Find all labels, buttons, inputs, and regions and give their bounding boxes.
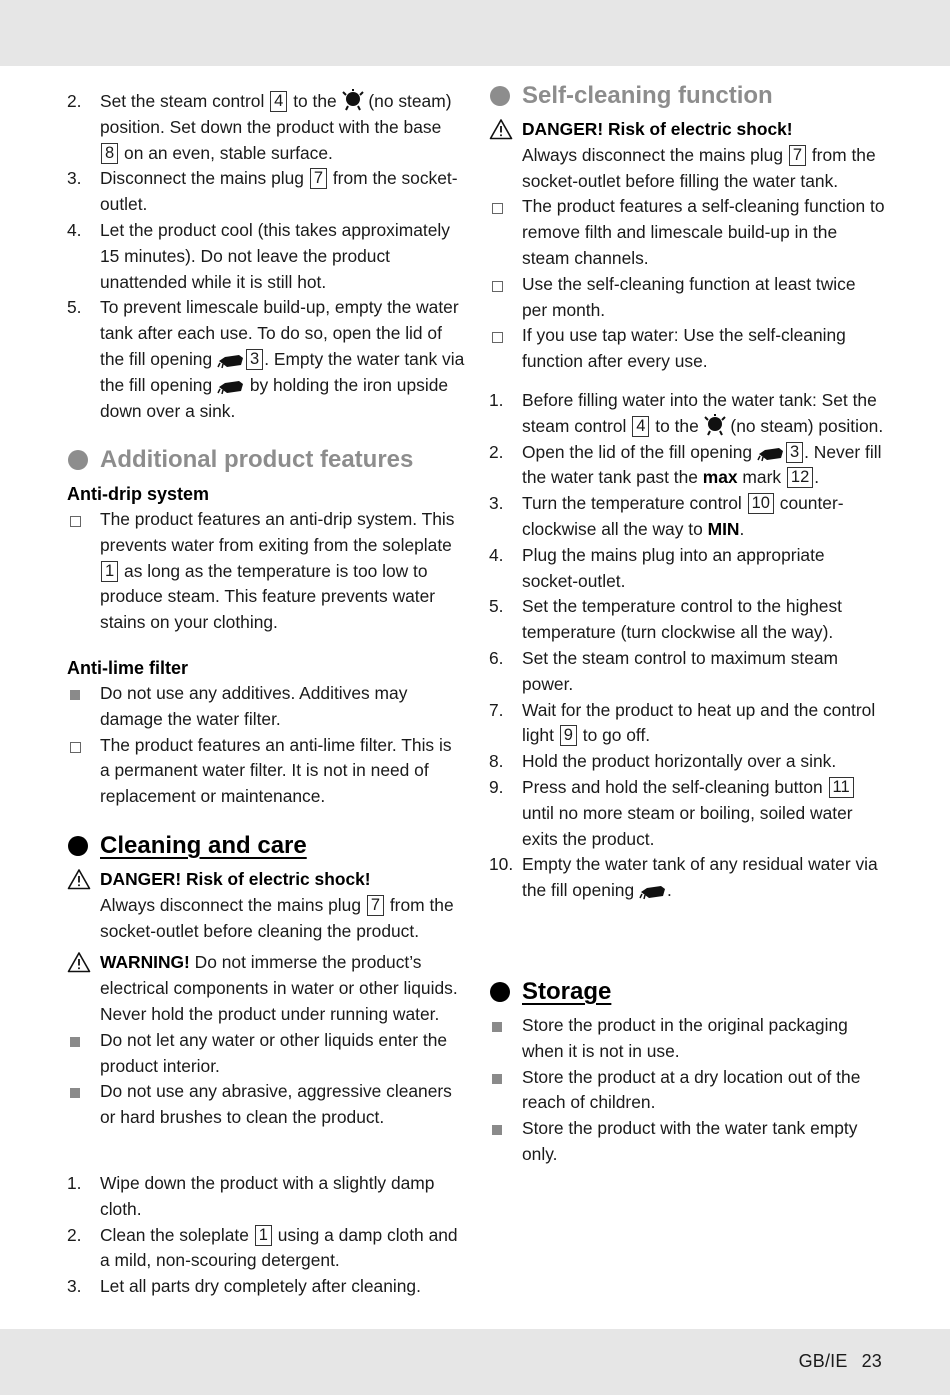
list-item: 2. Clean the soleplate 1 using a damp cloth and a mild, non-scouring detergent.: [67, 1224, 458, 1271]
section-heading: Additional product features: [67, 445, 465, 475]
part-number: 7: [310, 168, 327, 189]
part-number: 9: [560, 725, 577, 746]
additional-features-section: [67, 445, 465, 475]
list-item: If you use tap water: Use the self-cleaning function after every use.: [522, 325, 846, 372]
list-item: 1. Wipe down the product with a slightly damp cloth.: [67, 1173, 435, 1219]
cleaning-body: [67, 867, 465, 1131]
list-item: 7. Wait for the product to heat up and the control light 9 to go off.: [489, 699, 876, 746]
section-heading: Self-cleaning function: [489, 81, 885, 111]
no-steam-symbol-icon: [704, 414, 726, 436]
part-number: 3: [246, 349, 263, 370]
list-item: Store the product with the water tank empty only.: [522, 1118, 858, 1164]
page-footer: [799, 1349, 882, 1375]
list-item: 8. Hold the product horizontally over a sink.: [489, 751, 837, 772]
subheading: Anti-lime filter: [67, 658, 189, 678]
storage-list: [489, 1013, 885, 1168]
steps-top-list: [67, 89, 465, 424]
subheading: Anti-drip system: [67, 484, 210, 504]
list-item: Do not use any abrasive, aggressive cleaners or hard brushes to clean the product.: [100, 1081, 452, 1128]
antilime-block: [67, 655, 465, 810]
list-item: 1. Before filling water into the water tank: Set the steam control 4 to the (no steam) position.: [489, 390, 884, 436]
bullet-dot-icon: [68, 450, 88, 470]
list-item: Do not use any additives. Additives may damage the water filter.: [100, 683, 408, 729]
list-item: Use the self-cleaning function at least twice per month.: [522, 273, 856, 320]
list-item: The product features an anti-drip system. This prevents water from exiting from the soleplate 1 as long as the temperature is too low to produce steam. This feature prevents water stains on your clothing.: [100, 509, 455, 633]
part-number: 8: [101, 143, 118, 164]
part-number: 4: [632, 416, 649, 437]
no-steam-symbol-icon: [342, 89, 364, 111]
list-item: 3. Turn the temperature control 10 counter-clockwise all the way to MIN.: [489, 493, 844, 539]
list-item: 2. Open the lid of the fill opening 3 . Never fill the water tank past the max mark 12 .: [489, 441, 882, 488]
part-number: 11: [829, 777, 854, 798]
selfclean-steps-list: [489, 388, 885, 904]
list-item: 6. Set the steam control to maximum steam power.: [489, 647, 839, 694]
list-item: 4. Let the product cool (this takes approximately 15 minutes). Do not leave the product unattended while it is still hot.: [67, 219, 450, 292]
list-item: 5. Set the temperature control to the highest temperature (turn clockwise all the way).: [489, 596, 842, 643]
list-item: 9. Press and hold the self-cleaning button 11 until no more steam or boiling, soiled water exits the product.: [489, 776, 853, 849]
selfclean-section: [489, 81, 885, 111]
part-number: 7: [789, 145, 806, 166]
warning-triangle-icon: [67, 951, 91, 973]
part-number: 10: [748, 493, 774, 514]
cleaning-section: [67, 831, 465, 861]
part-number: 3: [786, 442, 803, 463]
page-number: 23: [861, 1351, 882, 1371]
list-item: 3. Let all parts dry completely after cleaning.: [67, 1276, 421, 1297]
cleaning-steps-list: [67, 1171, 465, 1300]
section-heading: Cleaning and care: [67, 831, 465, 861]
section-heading: Storage: [489, 977, 885, 1007]
bullet-dot-icon: [490, 982, 510, 1002]
fill-opening-icon: [217, 349, 245, 369]
selfclean-notes: [489, 117, 885, 375]
part-number: 12: [787, 467, 813, 488]
warning-triangle-icon: [489, 118, 513, 140]
warning-notice: WARNING! Do not immerse the product’s electrical components in water or other liquids. Never hold the product under running water.: [67, 950, 465, 1027]
danger-notice: DANGER! Risk of electric shock! Always disconnect the mains plug 7 from the socket-outlet before filling the water tank.: [489, 117, 885, 194]
list-item: Store the product in the original packaging when it is not in use.: [522, 1015, 848, 1061]
part-number: 1: [255, 1225, 272, 1246]
part-number: 1: [101, 561, 118, 582]
list-item: The product features a self-cleaning function to remove filth and limescale build-up in the steam channels.: [522, 196, 885, 268]
part-number: 7: [367, 895, 384, 916]
list-item: The product features an anti-lime filter. This is a permanent water filter. It is not in need of replacement or maintenance.: [100, 734, 452, 807]
top-bar: [0, 0, 950, 66]
storage-section: [489, 977, 885, 1007]
list-item: 10. Empty the water tank of any residual water via the fill opening .: [489, 854, 878, 901]
list-item: Store the product at a dry location out of the reach of children.: [522, 1066, 861, 1113]
bullet-dot-icon: [490, 86, 510, 106]
list-item: 2. Set the steam control 4 to the (no steam) position. Set down the product with the base 8 on an even, stable surface.: [67, 91, 452, 163]
list-item: 5. To prevent limescale build-up, empty the water tank after each use. To do so, open the lid of the fill opening 3 . Empty the water tank via the fill opening by holding the iron upside down over a sink.: [67, 297, 465, 421]
warning-triangle-icon: [67, 868, 91, 890]
bullet-dot-icon: [68, 836, 88, 856]
part-number: 4: [270, 91, 287, 112]
footer-region: GB/IE: [798, 1351, 848, 1371]
fill-opening-icon: [217, 375, 245, 395]
fill-opening-icon: [757, 442, 785, 462]
danger-notice: DANGER! Risk of electric shock! Always disconnect the mains plug 7 from the socket-outlet before cleaning the product.: [67, 867, 465, 944]
fill-opening-icon: [639, 880, 667, 900]
list-item: 3. Disconnect the mains plug 7 from the socket-outlet.: [67, 168, 458, 215]
list-item: 4. Plug the mains plug into an appropriate socket-outlet.: [489, 544, 825, 591]
list-item: Do not let any water or other liquids enter the product interior.: [100, 1029, 448, 1076]
antidrip-block: [67, 481, 465, 636]
